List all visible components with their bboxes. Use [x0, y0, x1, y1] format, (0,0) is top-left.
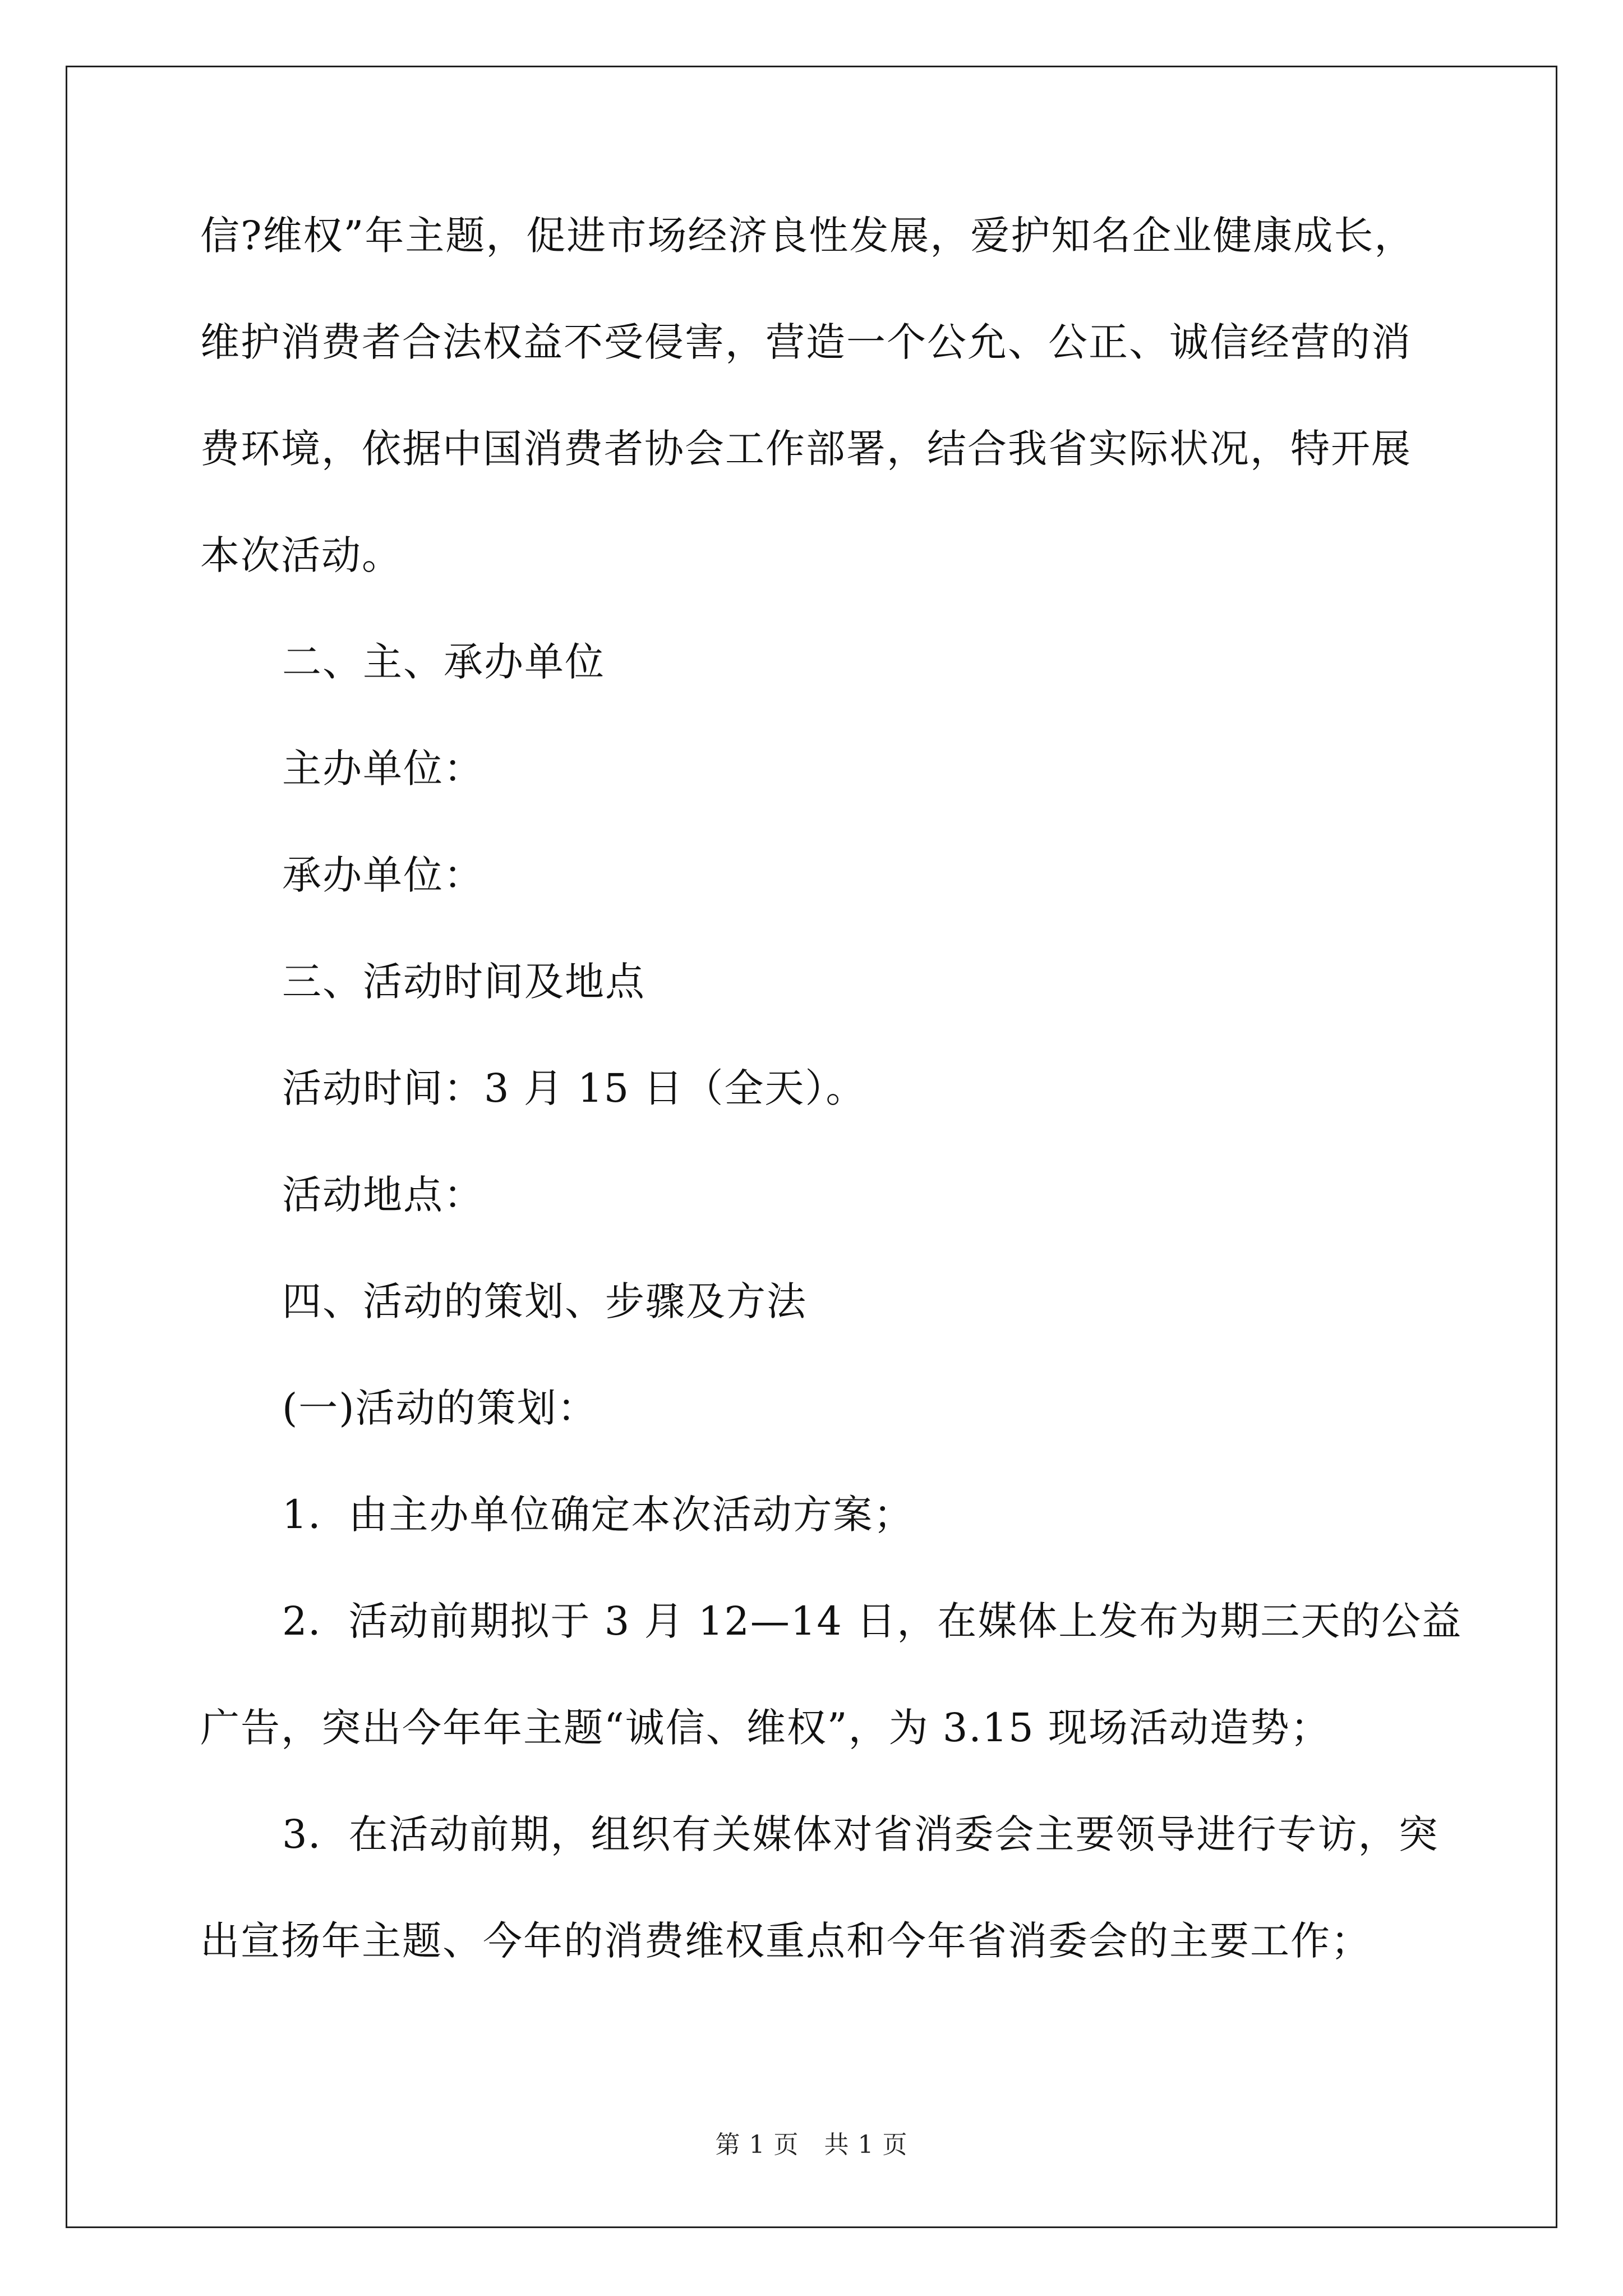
page-footer: 第 1 页 共 1 页: [715, 2131, 908, 2159]
list-item: 3．在活动前期，组织有关媒体对省消委会主要领导进行专访，突: [282, 1811, 1439, 1857]
paragraph-line: 费环境，依据中国消费者协会工作部署，结合我省实际状况，特开展: [200, 426, 1412, 472]
activity-time: 活动时间：3 月 15 日（全天）。: [282, 1065, 866, 1111]
subsection-heading: (一)活动的策划：: [282, 1385, 598, 1431]
list-item: 1．由主办单位确定本次活动方案；: [282, 1492, 914, 1538]
section-heading: 二、主、承办单位: [282, 639, 605, 685]
paragraph-line: 信?维权”年主题，促进市场经济良性发展，爱护知名企业健康成长，: [200, 213, 1415, 259]
section-heading: 三、活动时间及地点: [282, 959, 645, 1005]
list-item-continuation: 出宣扬年主题、今年的消费维权重点和今年省消委会的主要工作；: [200, 1918, 1371, 1964]
page-border: [66, 66, 1557, 2228]
list-item-continuation: 广告，突出今年年主题“诚信、维权”，为 3.15 现场活动造势；: [200, 1705, 1331, 1751]
paragraph-line: 维护消费者合法权益不受侵害，营造一个公允、公正、诚信经营的消: [200, 319, 1412, 365]
co-organizer-label: 承办单位：: [282, 852, 484, 898]
activity-place: 活动地点：: [282, 1172, 484, 1218]
section-heading: 四、活动的策划、步骤及方法: [282, 1278, 807, 1324]
organizer-label: 主办单位：: [282, 746, 484, 792]
paragraph-line: 本次活动。: [200, 532, 402, 578]
list-item: 2．活动前期拟于 3 月 12—14 日，在媒体上发布为期三天的公益: [282, 1598, 1463, 1644]
